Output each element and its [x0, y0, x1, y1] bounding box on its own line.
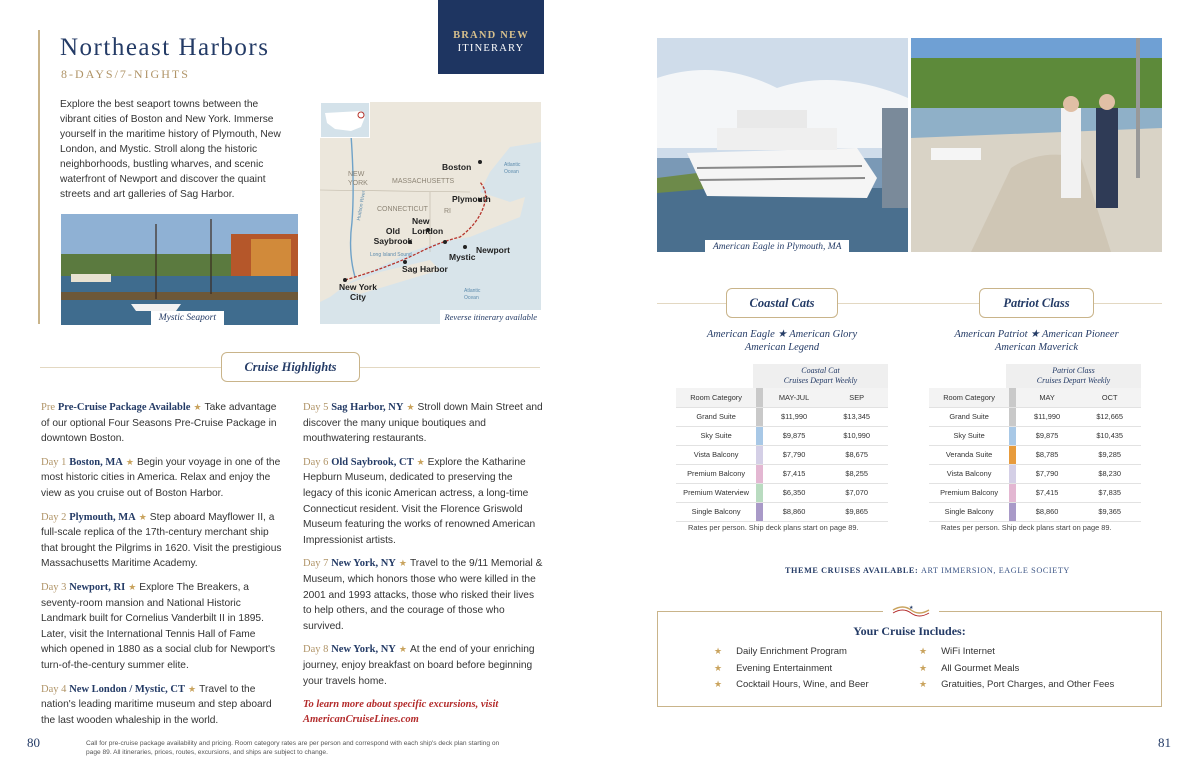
day-label: Pre: [41, 402, 55, 413]
table-row: [676, 483, 888, 502]
room-category: Premium Balcony: [676, 464, 756, 483]
day-text: Begin your voyage in one of the most historic cities in America. Relax and enjoy the view as you cruise out of Boston Harbor.: [41, 456, 281, 499]
excursions-link[interactable]: To learn more about specific excursions, visit AmericanCruiseLines.com: [303, 699, 499, 726]
day-text: At the end of your enriching journey, enjoy breakfast on board before beginning your travels home.: [303, 644, 535, 687]
day-text: Step aboard Mayflower II, a full-scale replica of the 17th-century merchant ship that brought the Pilgrims in 1620. Visit the prestigious Massachusetts Maritime Academy.: [41, 511, 282, 570]
patriot-rates-table: [929, 388, 1141, 522]
category-swatch: [756, 445, 763, 464]
intro-text: Explore the best seaport towns between the vibrant cities of Boston and New York. Immerse yourself in the maritime history of Plymouth, New London, and Mystic. Stroll along the historic neighborhoods, bustling wharves, and scenic waterfront of Newport and discover the quaint streets and art galleries of Sag Harbor.: [60, 99, 281, 200]
day-item: [41, 455, 284, 502]
rate: $8,675: [825, 445, 888, 464]
map-state-ri: RI: [444, 208, 451, 215]
map-atlantic-bottom: Atlantic Ocean: [464, 288, 481, 301]
day-item: [41, 580, 284, 674]
includes-item: [919, 663, 1114, 680]
includes-text: WiFi Internet: [941, 646, 995, 657]
includes-list-right: [919, 646, 1114, 696]
rate: $10,435: [1078, 426, 1141, 445]
category-swatch: [1009, 502, 1016, 521]
table-row: [929, 502, 1141, 521]
map-state-ny: NEW YORK: [348, 171, 368, 187]
star-icon: ★: [714, 646, 723, 656]
room-category: Single Balcony: [929, 502, 1009, 521]
day-label: Day 4: [41, 683, 67, 695]
day-place: Boston, MA: [69, 456, 123, 468]
star-icon: ★: [138, 511, 147, 522]
ship-photo: [657, 38, 908, 252]
day-label: Day 2: [41, 511, 67, 523]
day-text: Explore The Breakers, a seventy-room mansion and National Historic Landmark built for Cornelius Vanderbilt II in 1895. Later, visit the International Tennis Hall of Fame which opened in 1880 as a social club for Newport's turn-of-the-century summer elite.: [41, 581, 276, 671]
itinerary-days-col1: [41, 400, 284, 736]
cruise-highlights-label: Cruise Highlights: [221, 352, 360, 382]
ship-image: [657, 38, 908, 252]
column-header: MAY-JUL: [763, 388, 826, 407]
category-swatch: [756, 426, 763, 445]
itinerary-map: [320, 102, 541, 324]
category-swatch: [1009, 426, 1016, 445]
page-title: Northeast Harbors: [60, 34, 270, 61]
svg-text:★: ★: [909, 605, 914, 611]
map-river: Hudson River: [356, 190, 368, 222]
star-icon: ★: [714, 679, 723, 689]
flag-icon: [883, 603, 939, 619]
star-icon: ★: [188, 683, 197, 694]
day-item: [41, 510, 284, 572]
rate: $10,990: [825, 426, 888, 445]
page-subtitle: 8-DAYS/7-NIGHTS: [61, 67, 190, 81]
rate: $9,875: [763, 426, 826, 445]
rate: $8,785: [1016, 445, 1079, 464]
table-header-line1: Coastal Cat: [801, 366, 840, 375]
star-icon: ★: [125, 456, 134, 467]
couple-photo: [911, 38, 1162, 252]
day-place: Old Saybrook, CT: [331, 456, 414, 468]
category-swatch: [1009, 483, 1016, 502]
day-place: New York, NY: [331, 644, 396, 656]
star-icon: ★: [193, 402, 202, 412]
table-header-line2: Cruises Depart Weekly: [1036, 376, 1111, 385]
patriot-table-header: [1006, 364, 1141, 388]
rate: $7,415: [1016, 483, 1079, 502]
map-atlantic-top: Atlantic Ocean: [504, 162, 521, 175]
category-swatch: [756, 483, 763, 502]
star-icon: ★: [919, 646, 928, 656]
star-icon: ★: [398, 558, 407, 569]
map-port-plymouth: Plymouth: [452, 194, 491, 204]
photo-caption: Mystic Seaport: [151, 311, 224, 325]
day-place: Pre-Cruise Package Available: [57, 402, 191, 413]
rate: $13,345: [825, 407, 888, 426]
table-row: [929, 445, 1141, 464]
day-place: Plymouth, MA: [69, 511, 136, 523]
table-row: [676, 502, 888, 521]
badge-line1: BRAND NEW: [453, 30, 529, 41]
day-place: Sag Harbor, NY: [331, 402, 404, 413]
room-category: Vista Balcony: [676, 445, 756, 464]
category-swatch: [756, 502, 763, 521]
coastal-rates-table: [676, 388, 888, 522]
cruise-includes-box: [657, 605, 1162, 707]
table-row: [929, 483, 1141, 502]
category-swatch: [1009, 407, 1016, 426]
table-header-row: [676, 388, 888, 407]
ship-names-line1: American Patriot ★ American Pioneer: [954, 329, 1119, 340]
day-item: [303, 455, 543, 549]
table-row: [676, 464, 888, 483]
table-header-row: [929, 388, 1141, 407]
rate: $8,255: [825, 464, 888, 483]
map-caption: Reverse itinerary available: [440, 310, 541, 324]
table-row: [676, 445, 888, 464]
rate: $8,230: [1078, 464, 1141, 483]
room-category: Premium Balcony: [929, 483, 1009, 502]
room-category: Sky Suite: [676, 426, 756, 445]
patriot-class-label: Patriot Class: [979, 288, 1094, 318]
rate: $11,990: [1016, 407, 1079, 426]
table-header-line2: Cruises Depart Weekly: [783, 376, 858, 385]
theme-label: THEME CRUISES AVAILABLE:: [785, 566, 919, 575]
page-number-left: 80: [27, 735, 40, 750]
coastal-cats-label: Coastal Cats: [726, 288, 838, 318]
day-text: Travel to the 9/11 Memorial & Museum, which honors those who were killed in the 2001 and 1993 attacks, those who risked their lives to help others, and the courage of those who survived.: [303, 558, 543, 632]
brand-new-badge: [438, 0, 544, 74]
table-row: [676, 407, 888, 426]
day-item: [41, 682, 284, 729]
includes-item: [919, 679, 1114, 696]
day-text: Travel to the nation's leading maritime museum and step aboard the last wooden whaleship in the world.: [41, 683, 272, 726]
page-number-right: 81: [1158, 735, 1171, 750]
category-swatch: [1009, 464, 1016, 483]
room-category: Grand Suite: [676, 407, 756, 426]
rate: $7,070: [825, 483, 888, 502]
day-item: [303, 556, 543, 634]
room-category: Veranda Suite: [929, 445, 1009, 464]
includes-text: Cocktail Hours, Wine, and Beer: [736, 679, 869, 690]
theme-value: ART IMMERSION, EAGLE SOCIETY: [920, 566, 1070, 575]
rate: $7,415: [763, 464, 826, 483]
rate: $11,990: [763, 407, 826, 426]
rate: $7,790: [763, 445, 826, 464]
star-icon: ★: [128, 581, 137, 592]
map-port-newport: Newport: [476, 245, 510, 255]
room-category: Grand Suite: [929, 407, 1009, 426]
rate: $9,875: [1016, 426, 1079, 445]
star-icon: ★: [919, 679, 928, 689]
day-item: [303, 642, 543, 689]
accent-rule: [38, 30, 40, 324]
rate: $9,865: [825, 502, 888, 521]
category-swatch: [756, 464, 763, 483]
mystic-seaport-photo: [61, 214, 298, 325]
column-header: Room Category: [676, 388, 756, 407]
day-text: Take advantage of our optional Four Seasons Pre-Cruise Package in downtown Boston.: [41, 402, 277, 445]
day-place: Newport, RI: [69, 581, 126, 593]
includes-list-left: [714, 646, 869, 696]
day-place: New York, NY: [331, 558, 396, 570]
table-row: [929, 426, 1141, 445]
column-header: SEP: [825, 388, 888, 407]
coastal-table-header: [753, 364, 888, 388]
map-state-ct: CONNECTICUT: [377, 206, 428, 213]
couple-image: [911, 38, 1162, 252]
badge-line2: ITINERARY: [457, 43, 525, 54]
rate: $6,350: [763, 483, 826, 502]
room-category: Premium Waterview: [676, 483, 756, 502]
star-icon: ★: [714, 662, 723, 673]
table-row: [676, 426, 888, 445]
ship-names-line2: American Maverick: [994, 342, 1079, 353]
rate: $12,665: [1078, 407, 1141, 426]
day-label: Day 3: [41, 581, 67, 593]
day-label: Day 1: [41, 456, 67, 468]
ship-names-line2: American Legend: [744, 342, 820, 353]
mystic-seaport-image: [61, 214, 298, 325]
includes-item: [714, 646, 869, 663]
day-text: Explore the Katharine Hepburn Museum, dedicated to preserving the legacy of this iconic American actress, a long-time Connecticut resident. Visit the Florence Griswold Museum featuring the works of renowned American Impressionist artists.: [303, 456, 536, 546]
patriot-rates-note: Rates per person. Ship deck plans start on page 89.: [941, 523, 1112, 532]
map-port-oldsaybrook: Old Saybrook: [373, 226, 413, 246]
day-label: Day 5: [303, 402, 329, 413]
patriot-class-ships: [928, 328, 1145, 354]
column-header: OCT: [1078, 388, 1141, 407]
room-category: Vista Balcony: [929, 464, 1009, 483]
column-header: MAY: [1016, 388, 1079, 407]
room-category: Sky Suite: [929, 426, 1009, 445]
star-icon: ★: [919, 662, 928, 673]
coastal-cats-ships: [676, 328, 888, 354]
map-port-newlondon: New London: [412, 216, 444, 236]
day-label: Day 8: [303, 644, 329, 656]
rate: $7,790: [1016, 464, 1079, 483]
includes-item: [714, 663, 869, 680]
map-port-boston: Boston: [442, 162, 472, 172]
includes-text: Daily Enrichment Program: [736, 646, 847, 657]
star-icon: ★: [398, 644, 407, 655]
ship-caption: American Eagle in Plymouth, MA: [705, 240, 849, 252]
includes-text: All Gourmet Meals: [941, 662, 1020, 674]
map-port-nyc: New York City: [339, 282, 377, 302]
category-swatch: [756, 407, 763, 426]
rate: $8,860: [763, 502, 826, 521]
includes-text: Gratuities, Port Charges, and Other Fees: [941, 679, 1115, 690]
map-sound: Long Island Sound: [370, 252, 412, 258]
us-inset-map: [320, 102, 370, 138]
day-text: Stroll down Main Street and discover the many unique boutiques and mouthwatering restaurants.: [303, 402, 543, 445]
map-state-ma: MASSACHUSETTS: [392, 178, 455, 185]
us-inset-graphic: [321, 103, 369, 137]
table-row: [929, 464, 1141, 483]
day-item: [303, 400, 543, 447]
table-header-line1: Patriot Class: [1052, 366, 1095, 375]
swatch-spacer: [756, 388, 763, 407]
day-item: [41, 400, 284, 447]
includes-item: [714, 679, 869, 696]
table-row: [929, 407, 1141, 426]
column-header: Room Category: [929, 388, 1009, 407]
includes-text: Evening Entertainment: [736, 662, 833, 674]
theme-cruises: [785, 566, 1070, 575]
room-category: Single Balcony: [676, 502, 756, 521]
itinerary-days-col2: [303, 400, 543, 727]
footnote: Call for pre-cruise package availability and pricing. Room category rates are per person and correspond with each ship's deck plan starting on page 89. All itineraries, prices, routes, excursions, and ships are subject to change.: [86, 740, 500, 756]
rate: $8,860: [1016, 502, 1079, 521]
map-port-sagharbor: Sag Harbor: [402, 264, 448, 274]
rate: $9,365: [1078, 502, 1141, 521]
flag-graphic: [891, 603, 931, 617]
category-swatch: [1009, 445, 1016, 464]
includes-item: [919, 646, 1114, 663]
star-icon: ★: [406, 402, 415, 412]
day-label: Day 7: [303, 558, 329, 570]
rate: $7,835: [1078, 483, 1141, 502]
rate: $9,285: [1078, 445, 1141, 464]
day-label: Day 6: [303, 456, 329, 468]
swatch-spacer: [1009, 388, 1016, 407]
day-place: New London / Mystic, CT: [69, 683, 186, 695]
star-icon: ★: [416, 456, 425, 467]
map-port-mystic: Mystic: [449, 252, 476, 262]
ship-names-line1: American Eagle ★ American Glory: [706, 329, 858, 340]
includes-title: Your Cruise Includes:: [853, 624, 966, 638]
coastal-rates-note: Rates per person. Ship deck plans start on page 89.: [688, 523, 859, 532]
